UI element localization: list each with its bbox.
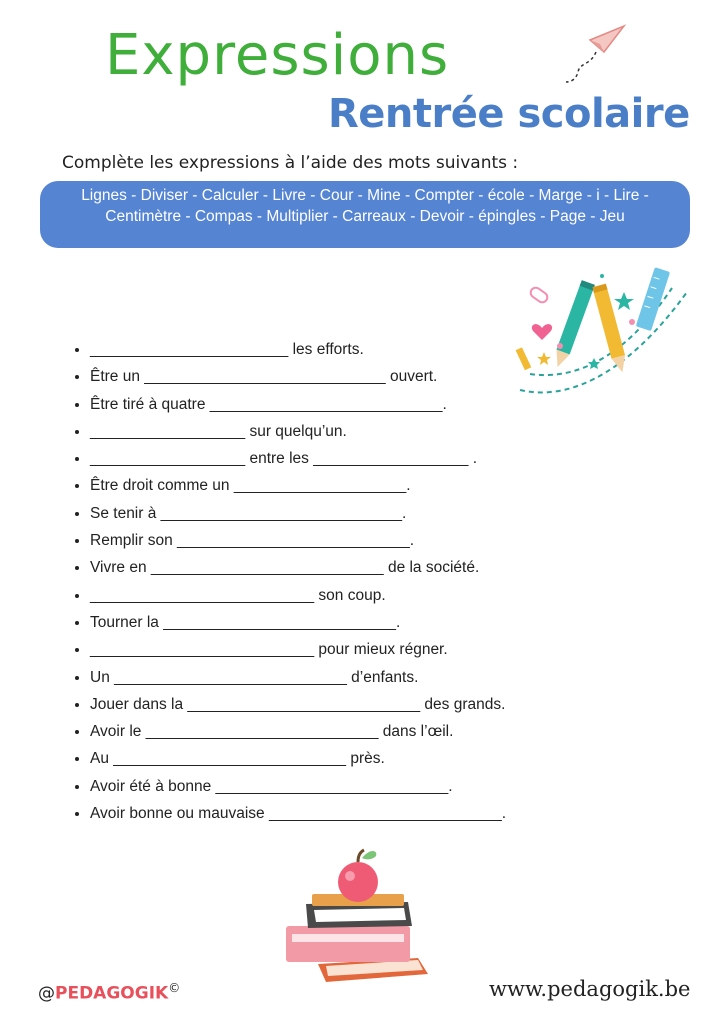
exercise-item: • Un ___________________________ d’enfants. [90,664,610,691]
exercise-list [72,336,610,827]
exercise-item: • Avoir été à bonne ___________________________. [90,773,610,800]
exercise-item: • Se tenir à ____________________________. [90,500,610,527]
exercise-item: • Tourner la ___________________________. [90,609,610,636]
page-subtitle: Rentrée scolaire [328,91,690,137]
exercise-item: • __________________ sur quelqu’un. [90,418,610,445]
instruction-text: Complète les expressions à l’aide des mots suivants : [62,153,519,173]
exercise-item: • Avoir bonne ou mauvaise ___________________________. [90,800,610,827]
exercise-item: • Être droit comme un ____________________. [90,472,610,499]
exercise-item: • _______________________ les efforts. [90,336,610,363]
exercise-item: • __________________________ pour mieux régner. [90,636,610,663]
exercise-item: • Avoir le ___________________________ dans l’œil. [90,718,610,745]
books-apple-illustration-icon [278,846,438,988]
exercise-item: • Être tiré à quatre ___________________________. [90,391,610,418]
page-title: Expressions [105,23,450,88]
at-sign: @ [38,983,55,1004]
exercise-item: • Remplir son ___________________________. [90,527,610,554]
word-bank [40,181,690,248]
word-bank-text: Lignes - Diviser - Calculer - Livre - Cour - Mine - Compter - école - Marge - i - Lire - Centimètre - Compas - Multiplier - Carreaux - Devoir - épingles - Page - Jeu [81,187,649,225]
exercise-item: • Vivre en ___________________________ de la société. [90,554,610,581]
exercise-item: • __________________ entre les __________________ . [90,445,610,472]
copyright-mark: © [168,981,181,995]
brand-name: PEDAGOGIK [55,983,169,1004]
exercise-item: • Être un ____________________________ ouvert. [90,363,610,390]
exercise-item: • Jouer dans la ___________________________ des grands. [90,691,610,718]
exercise-item: • Au ___________________________ près. [90,745,610,772]
exercise-item: • __________________________ son coup. [90,582,610,609]
website-link[interactable]: www.pedagogik.be [489,977,691,1001]
paper-plane-icon [560,22,632,86]
footer-brand [38,981,180,1004]
